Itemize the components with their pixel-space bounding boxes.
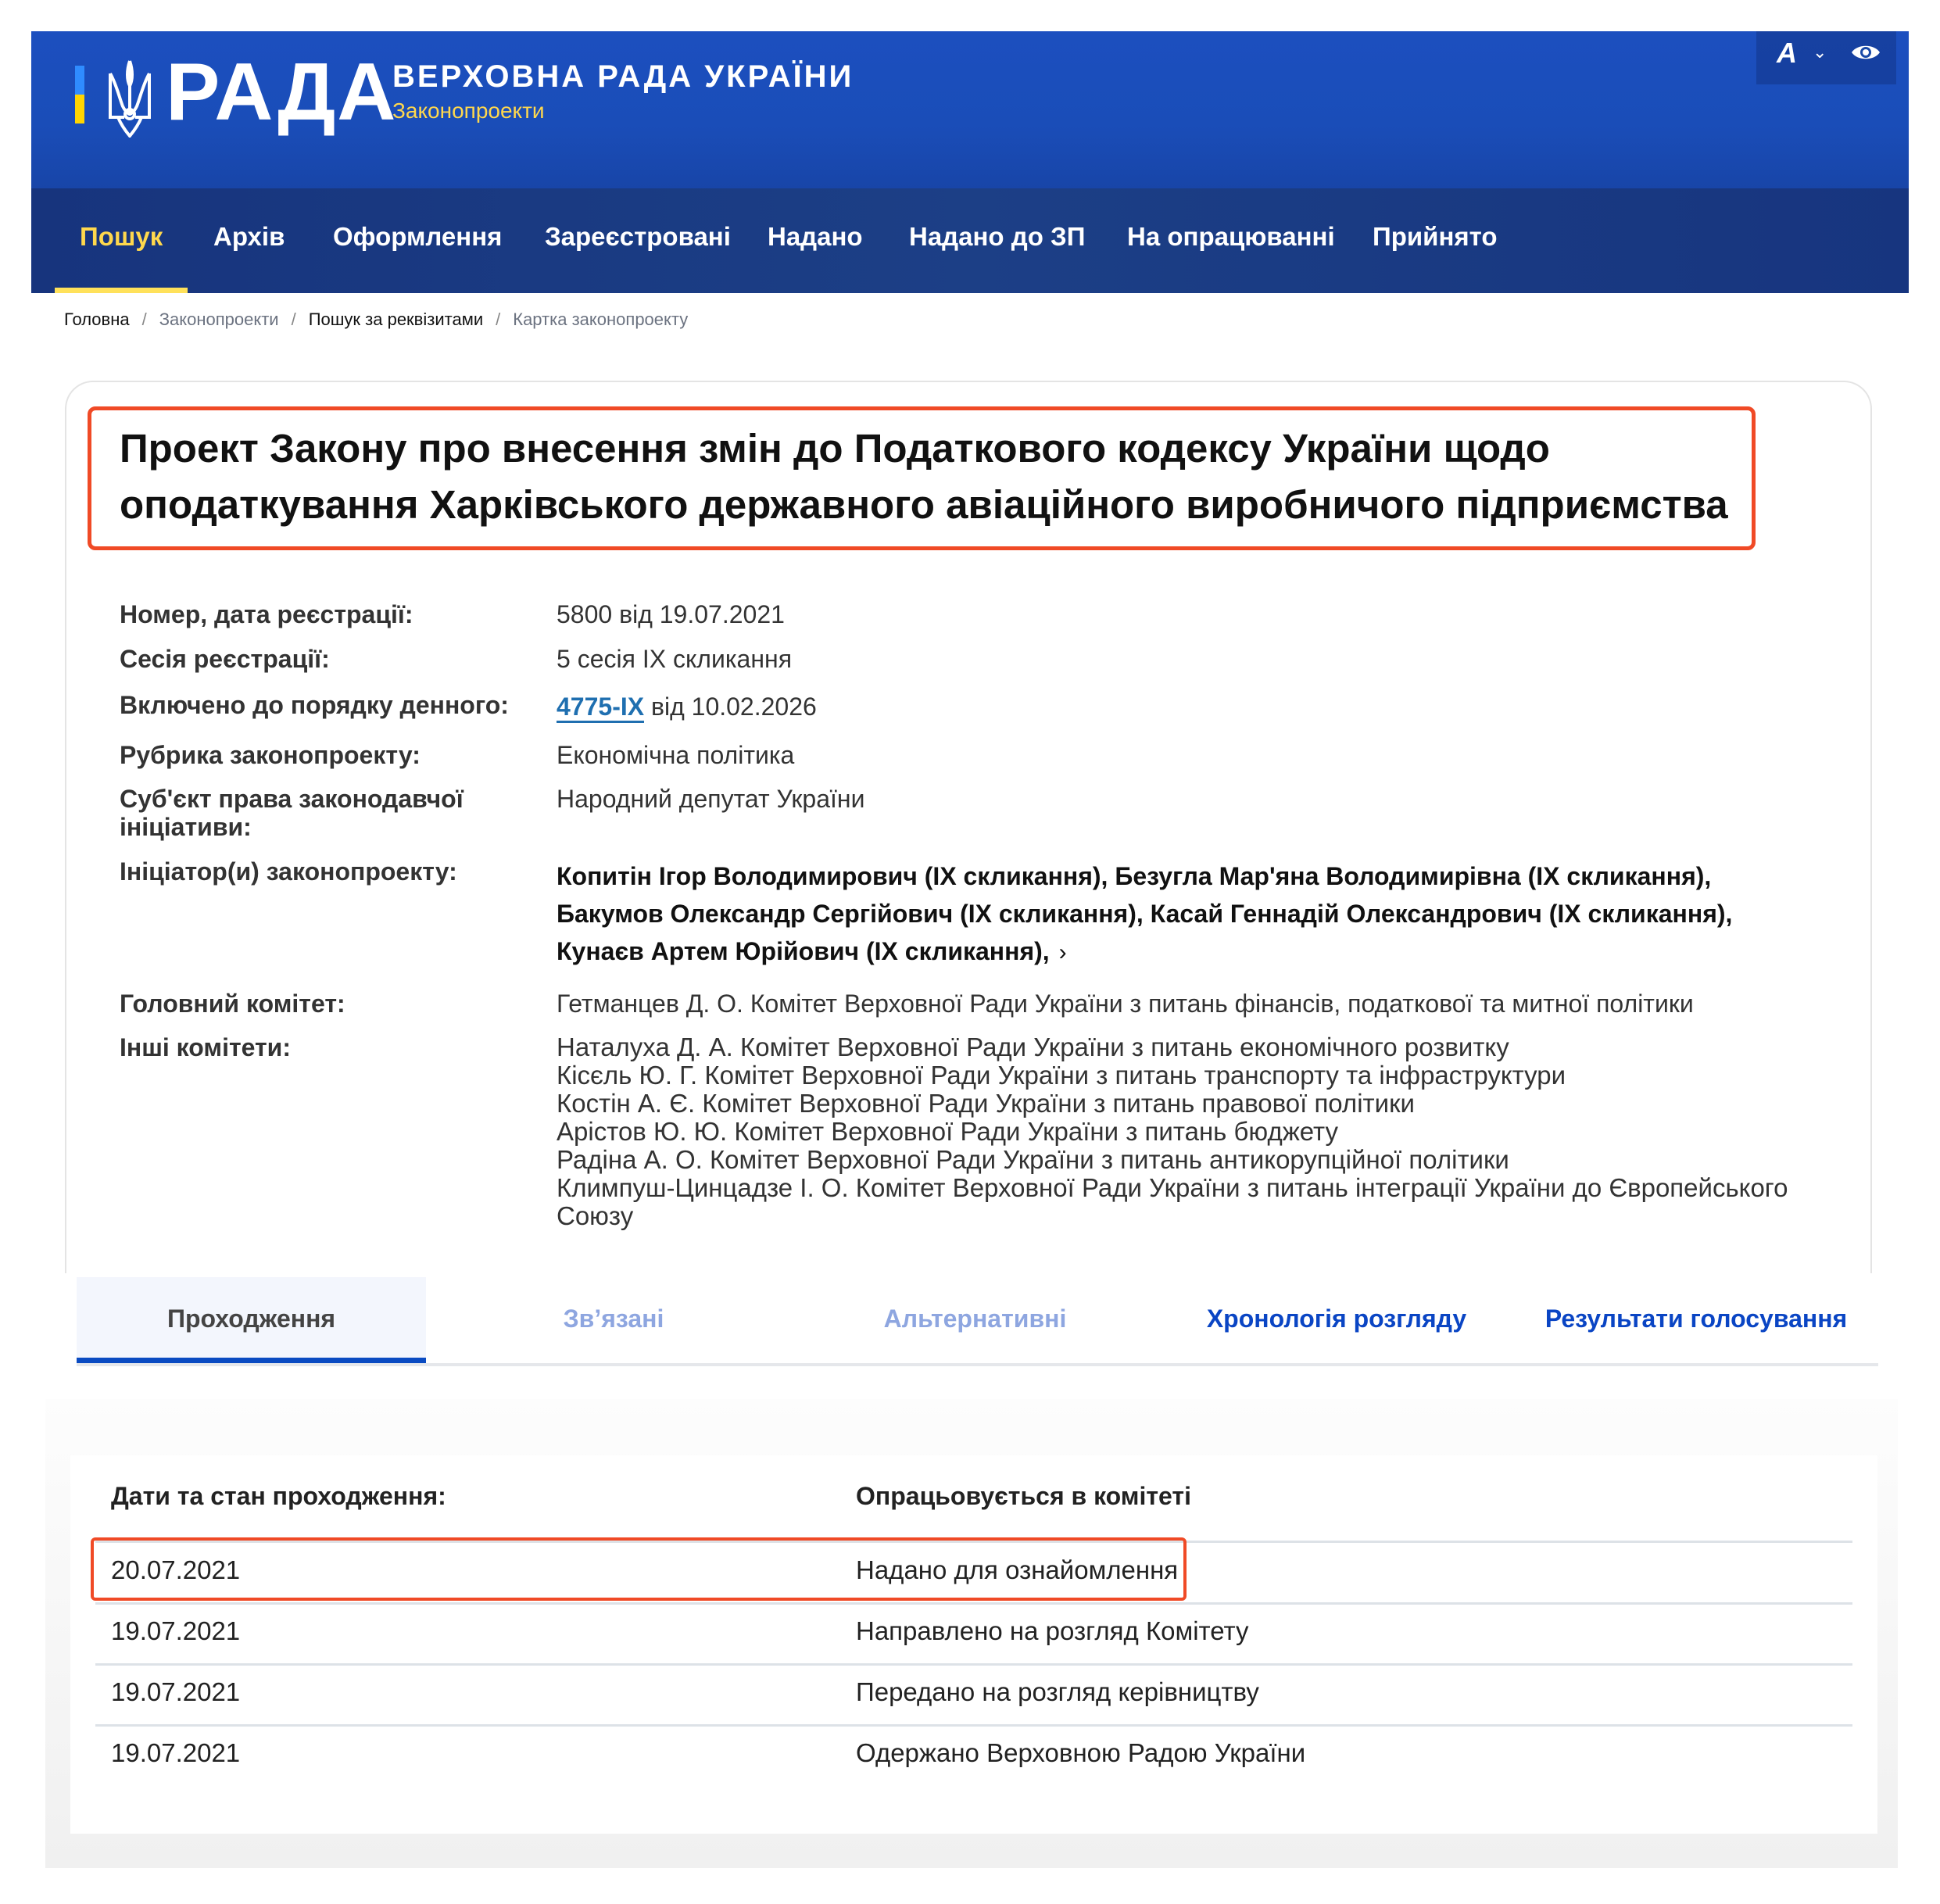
- committee-item: Кісєль Ю. Г. Комітет Верховної Ради України з питань транспорту та інфраструктури: [557, 1061, 1566, 1090]
- passage-status: Передано на розгляд керівництву: [856, 1677, 1259, 1706]
- tab-chronology[interactable]: Хронологія розгляду: [1206, 1305, 1467, 1333]
- nav-item-submitted-to-plenary[interactable]: Надано до ЗП: [909, 222, 1086, 251]
- nav-item-adopted[interactable]: Прийнято: [1373, 222, 1498, 251]
- nav-item-drafting[interactable]: Оформлення: [333, 222, 503, 251]
- breadcrumb: [64, 310, 688, 330]
- label-reg-number: Номер, дата реєстрації:: [120, 600, 413, 628]
- passage-status: Надано для ознайомлення: [856, 1555, 1179, 1584]
- value-reg-number: 5800 від 19.07.2021: [557, 600, 785, 628]
- label-agenda: Включено до порядку денного:: [120, 691, 509, 719]
- site-title: ВЕРХОВНА РАДА УКРАЇНИ: [392, 59, 854, 94]
- nav-item-search[interactable]: Пошук: [80, 222, 163, 251]
- tab-voting-results[interactable]: Результати голосування: [1544, 1305, 1848, 1333]
- logo-wordmark[interactable]: РАДА: [166, 47, 398, 138]
- breadcrumb-separator: /: [141, 310, 147, 329]
- trident-emblem-icon: [106, 58, 154, 138]
- label-session: Сесія реєстрації:: [120, 645, 330, 673]
- agenda-date: від 10.02.2026: [644, 693, 817, 721]
- passage-date: 20.07.2021: [111, 1555, 241, 1584]
- value-session: 5 сесія IX скликання: [557, 645, 793, 673]
- tab-related[interactable]: Зв’язані: [563, 1305, 664, 1333]
- chevron-down-icon[interactable]: ⌄: [1813, 42, 1827, 62]
- label-rubric: Рубрика законопроекту:: [120, 741, 421, 769]
- value-subject: Народний депутат України: [557, 785, 865, 813]
- row-highlight: [91, 1537, 1187, 1601]
- chevron-right-icon[interactable]: ›: [1058, 939, 1067, 965]
- value-rubric: Економічна політика: [557, 741, 795, 769]
- breadcrumb-current: Картка законопроекту: [513, 310, 689, 329]
- breadcrumb-search[interactable]: Пошук за реквізитами: [308, 310, 484, 329]
- passage-header-status: Опрацьовується в комітеті: [856, 1482, 1191, 1510]
- value-agenda: [557, 693, 817, 721]
- nav-item-registered[interactable]: Зареєстровані: [545, 222, 731, 251]
- active-nav-indicator: [55, 288, 188, 293]
- nav-item-in-progress[interactable]: На опрацюванні: [1127, 222, 1335, 251]
- site-subtitle: Законопроекти: [392, 98, 545, 123]
- initiators-list[interactable]: Копитін Ігор Володимирович (IX скликання), Безугла Мар'яна Володимирівна (IX скликання), Бакумов Олександр Сергійович (IX скликання), Касай Геннадій Олександрович (IX скликання), Кунаєв Артем Юрійович (IX скликання),: [557, 862, 1733, 965]
- label-other-committees: Інші комітети:: [120, 1033, 291, 1061]
- eye-icon[interactable]: [1851, 42, 1881, 63]
- committee-item: Арістов Ю. Ю. Комітет Верховної Ради України з питань бюджету: [557, 1117, 1339, 1146]
- tab-alternative[interactable]: Альтернативні: [883, 1305, 1067, 1333]
- value-initiators: [557, 857, 1791, 972]
- nav-item-submitted[interactable]: Надано: [768, 222, 863, 251]
- ukraine-flag-icon: [75, 66, 84, 123]
- passage-header-dates: Дати та стан проходження:: [111, 1482, 446, 1510]
- agenda-link[interactable]: 4775-IX: [557, 693, 644, 723]
- committee-item: Наталуха Д. А. Комітет Верховної Ради України з питань економічного розвитку: [557, 1033, 1509, 1061]
- committee-item: Климпуш-Цинцадзе І. О. Комітет Верховної Ради України з питань інтеграції України до Європейського Союзу: [557, 1173, 1788, 1230]
- row-divider: [95, 1724, 1852, 1727]
- tabs-baseline: [77, 1363, 1878, 1366]
- tab-passage[interactable]: Проходження: [77, 1277, 426, 1363]
- main-nav: [31, 188, 1909, 293]
- value-other-committees: [557, 1033, 1807, 1230]
- row-divider: [95, 1663, 1852, 1666]
- bill-title: Проект Закону про внесення змін до Податкового кодексу України щодо оподаткування Харківського державного авіаційного виробничого підприємства: [120, 426, 1728, 527]
- passage-date: 19.07.2021: [111, 1677, 241, 1706]
- committee-item: Костін А. Є. Комітет Верховної Ради України з питань правової політики: [557, 1089, 1415, 1118]
- committee-item: Радіна А. О. Комітет Верховної Ради України з питань антикорупційної політики: [557, 1145, 1509, 1174]
- passage-status: Одержано Верховною Радою України: [856, 1738, 1306, 1767]
- value-main-committee: Гетманцев Д. О. Комітет Верховної Ради України з питань фінансів, податкової та митної політики: [557, 990, 1694, 1018]
- breadcrumb-separator: /: [496, 310, 501, 329]
- passage-date: 19.07.2021: [111, 1738, 241, 1767]
- breadcrumb-home[interactable]: Головна: [64, 310, 130, 329]
- label-subject: Суб'єкт права законодавчої ініціативи:: [120, 785, 464, 841]
- breadcrumb-separator: /: [291, 310, 296, 329]
- breadcrumb-bills[interactable]: Законопроекти: [159, 310, 279, 329]
- label-main-committee: Головний комітет:: [120, 990, 345, 1018]
- passage-date: 19.07.2021: [111, 1616, 241, 1645]
- passage-status: Направлено на розгляд Комітету: [856, 1616, 1249, 1645]
- site-header: [31, 31, 1909, 188]
- nav-item-archive[interactable]: Архів: [213, 222, 285, 251]
- font-size-button[interactable]: A: [1777, 37, 1797, 69]
- row-divider: [95, 1602, 1852, 1605]
- label-initiators: Ініціатор(и) законопроекту:: [120, 857, 457, 886]
